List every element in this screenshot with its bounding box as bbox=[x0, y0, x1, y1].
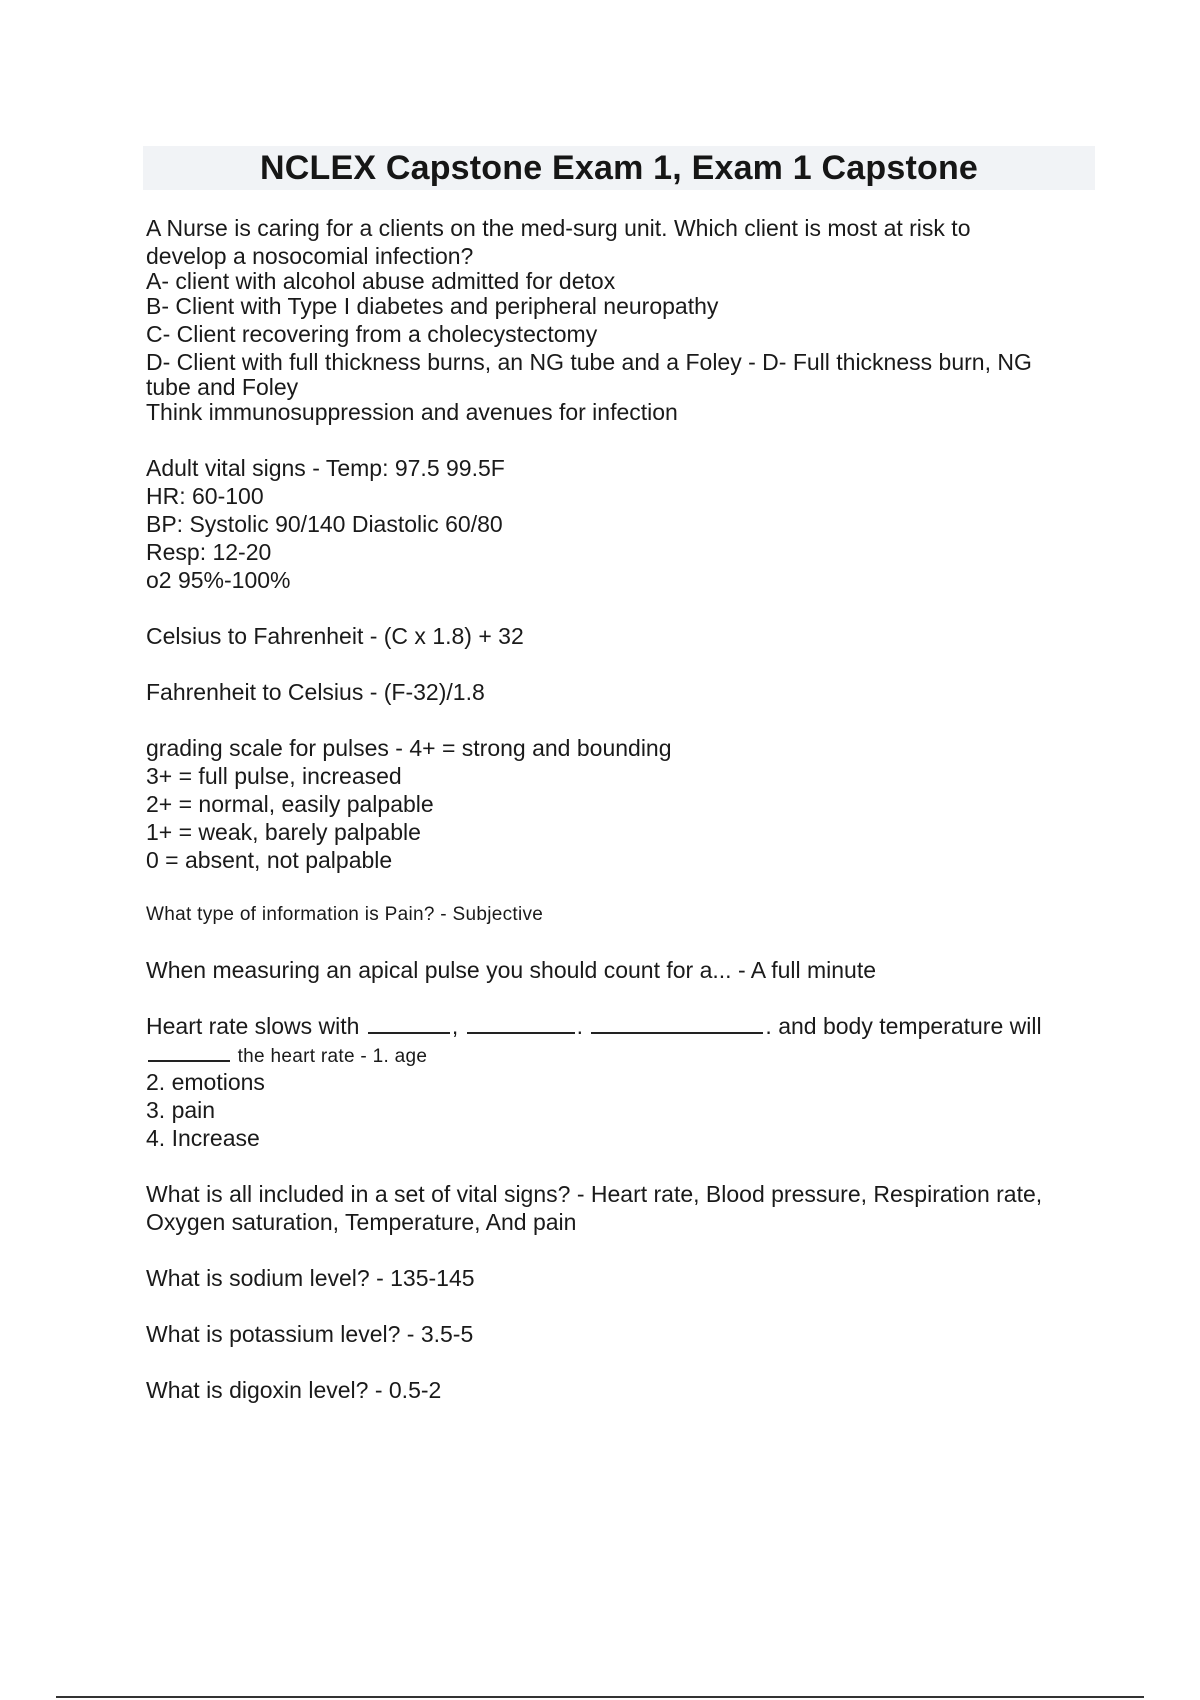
digoxin-level bbox=[146, 1376, 1096, 1404]
pain-question: What type of information is Pain? - Subjective bbox=[146, 904, 544, 925]
heart-rate-answer-3: 3. pain bbox=[146, 1097, 216, 1123]
sodium-level bbox=[146, 1264, 1096, 1292]
pulse-grading-scale bbox=[146, 734, 1096, 874]
option-c: C- Client recovering from a cholecystectomy bbox=[146, 321, 598, 347]
celsius-to-fahrenheit bbox=[146, 622, 1096, 650]
vital-o2: o2 95%-100% bbox=[146, 567, 291, 593]
potassium-level bbox=[146, 1320, 1096, 1348]
page-bottom-rule bbox=[56, 1696, 1144, 1698]
fill-blank-3 bbox=[591, 1012, 763, 1034]
pulse-grade-4: grading scale for pulses - 4+ = strong and bounding bbox=[146, 735, 672, 761]
vital-hr: HR: 60-100 bbox=[146, 483, 264, 509]
heart-rate-line-2 bbox=[146, 1040, 1096, 1068]
digoxin-level-text: What is digoxin level? - 0.5-2 bbox=[146, 1377, 442, 1403]
heart-rate-prompt: Heart rate slows with bbox=[146, 1013, 360, 1039]
pulse-grade-1: 1+ = weak, barely palpable bbox=[146, 819, 421, 845]
pulse-grade-2: 2+ = normal, easily palpable bbox=[146, 791, 434, 817]
vital-set-line-2: Oxygen saturation, Temperature, And pain bbox=[146, 1209, 577, 1235]
option-a: A- client with alcohol abuse admitted for detox bbox=[146, 268, 616, 294]
vital-signs-ranges bbox=[146, 454, 1096, 594]
question-hint: Think immunosuppression and avenues for infection bbox=[146, 399, 678, 425]
document-title: NCLEX Capstone Exam 1, Exam 1 Capstone bbox=[259, 148, 979, 187]
pulse-grade-0: 0 = absent, not palpable bbox=[146, 847, 393, 873]
blank-separator-period: . bbox=[576, 1013, 584, 1039]
question-nosocomial bbox=[146, 214, 1096, 426]
fill-blank-2 bbox=[467, 1012, 575, 1034]
option-d: D- Client with full thickness burns, an NG tube and a Foley - D- Full thickness burn, NG bbox=[146, 349, 1032, 375]
pulse-grade-3: 3+ = full pulse, increased bbox=[146, 763, 402, 789]
option-b: B- Client with Type I diabetes and peripheral neuropathy bbox=[146, 293, 719, 319]
fill-blank-1 bbox=[368, 1012, 450, 1034]
heart-rate-answer-4: 4. Increase bbox=[146, 1125, 260, 1151]
apical-pulse bbox=[146, 956, 1096, 984]
pain-info-type bbox=[146, 902, 1096, 928]
title-bar bbox=[143, 146, 1095, 190]
potassium-level-text: What is potassium level? - 3.5-5 bbox=[146, 1321, 474, 1347]
question-text-line-2: develop a nosocomial infection? bbox=[146, 243, 474, 269]
vital-bp: BP: Systolic 90/140 Diastolic 60/80 bbox=[146, 511, 503, 537]
option-d-continued: tube and Foley bbox=[146, 374, 299, 400]
sodium-level-text: What is sodium level? - 135-145 bbox=[146, 1265, 475, 1291]
blank-separator-comma: , bbox=[451, 1013, 459, 1039]
vital-set-line-1: What is all included in a set of vital signs? - Heart rate, Blood pressure, Respiration rate, bbox=[146, 1181, 1043, 1207]
heart-rate-question bbox=[146, 1012, 1096, 1152]
heart-rate-prompt-end: . and body temperature will bbox=[765, 1013, 1042, 1039]
heart-rate-answer-2: 2. emotions bbox=[146, 1069, 265, 1095]
fill-blank-4 bbox=[148, 1040, 230, 1062]
vital-temp: Adult vital signs - Temp: 97.5 99.5F bbox=[146, 455, 505, 481]
c-to-f-formula: Celsius to Fahrenheit - (C x 1.8) + 32 bbox=[146, 623, 524, 649]
heart-rate-line-1 bbox=[146, 1012, 1096, 1040]
apical-pulse-question: When measuring an apical pulse you should count for a... - A full minute bbox=[146, 957, 877, 983]
f-to-c-formula: Fahrenheit to Celsius - (F-32)/1.8 bbox=[146, 679, 485, 705]
vital-signs-set bbox=[146, 1180, 1096, 1236]
fahrenheit-to-celsius bbox=[146, 678, 1096, 706]
document-body bbox=[146, 214, 1096, 1432]
question-text-line-1: A Nurse is caring for a clients on the med-surg unit. Which client is most at risk to bbox=[146, 215, 971, 241]
vital-resp: Resp: 12-20 bbox=[146, 539, 272, 565]
heart-rate-answer-1: the heart rate - 1. age bbox=[237, 1046, 428, 1067]
